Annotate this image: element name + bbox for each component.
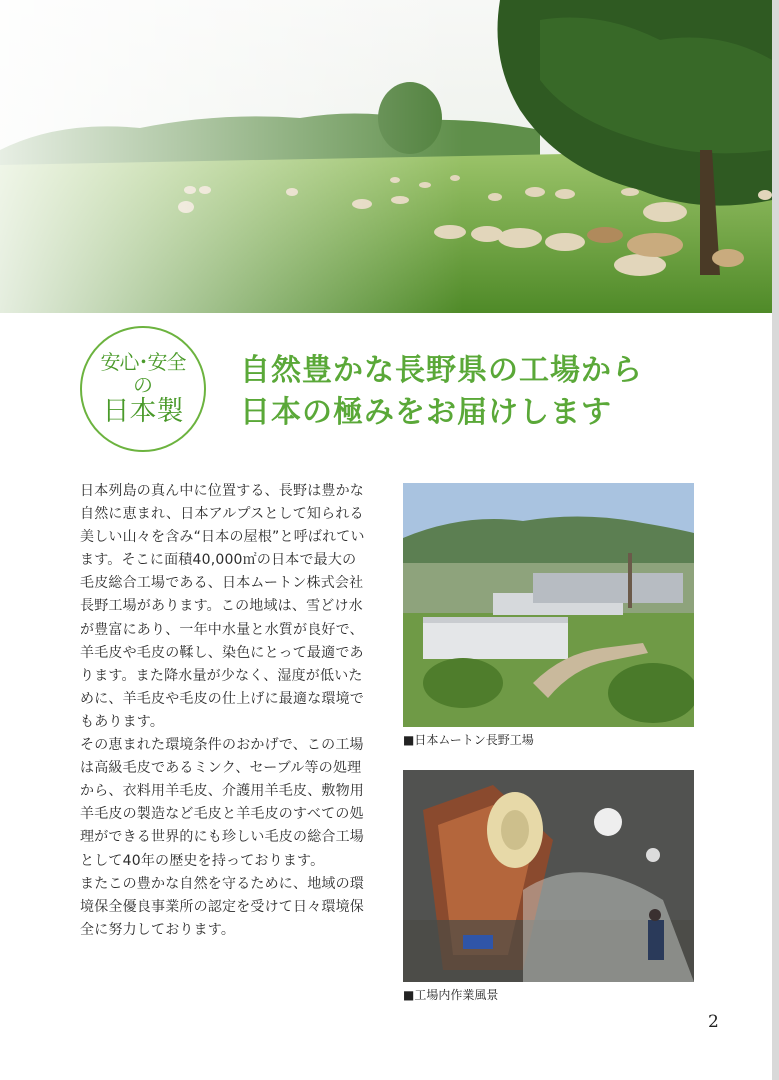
factory-photo-caption: ■日本ムートン長野工場 bbox=[403, 733, 534, 747]
hero-pasture-photo bbox=[0, 0, 772, 313]
page-number: 2 bbox=[708, 1012, 719, 1032]
headline-line-2: 日本の極みをお届けします bbox=[240, 395, 612, 430]
badge-line-3: 日本製 bbox=[102, 396, 184, 427]
headline bbox=[240, 350, 643, 434]
badge-line-1: 安心･安全 bbox=[100, 350, 186, 374]
factory-illustration bbox=[403, 483, 694, 727]
pasture-illustration bbox=[0, 0, 772, 313]
workshop-illustration bbox=[403, 770, 694, 982]
made-in-japan-badge bbox=[80, 326, 206, 452]
body-paragraph-3: またこの豊かな自然を守るために、地域の環境保全優良事業所の認定を受けて日々環境保全に努力しております。 bbox=[80, 875, 364, 938]
badge-line-2: の bbox=[133, 373, 153, 397]
body-paragraph-2: その恵まれた環境条件のおかげで、この工場は高級毛皮であるミンク、セーブル等の処理から、衣料用羊毛皮、介護用羊毛皮、敷物用羊毛皮の製造など毛皮と羊毛皮のすべての処理ができる世界的にも珍しい毛皮の総合工場として40年の歴史を持っております。 bbox=[80, 737, 364, 869]
headline-line-1: 自然豊かな長野県の工場から bbox=[240, 353, 643, 388]
body-paragraph-1: 日本列島の真ん中に位置する、長野は豊かな自然に恵まれ、日本アルプスとして知られる美しい山々を含み“日本の屋根”と呼ばれています。そこに面積40,000㎡の日本で最大の毛皮総合工場である、日本ムートン株式会社長野工場があります。この地域は、雪どけ水が豊富にあり、一年中水量と水質が良好で、羊毛皮や毛皮の鞣し、染色にとって最適であります。また降水量が少なく、湿度が低いために、羊毛皮や毛皮の仕上げに最適な環境でもあります。 bbox=[80, 483, 365, 730]
workshop-photo-caption: ■工場内作業風景 bbox=[403, 988, 499, 1002]
workshop-photo bbox=[403, 770, 694, 982]
factory-photo bbox=[403, 483, 694, 727]
body-text bbox=[80, 480, 365, 942]
page-edge-shadow bbox=[772, 0, 779, 1080]
